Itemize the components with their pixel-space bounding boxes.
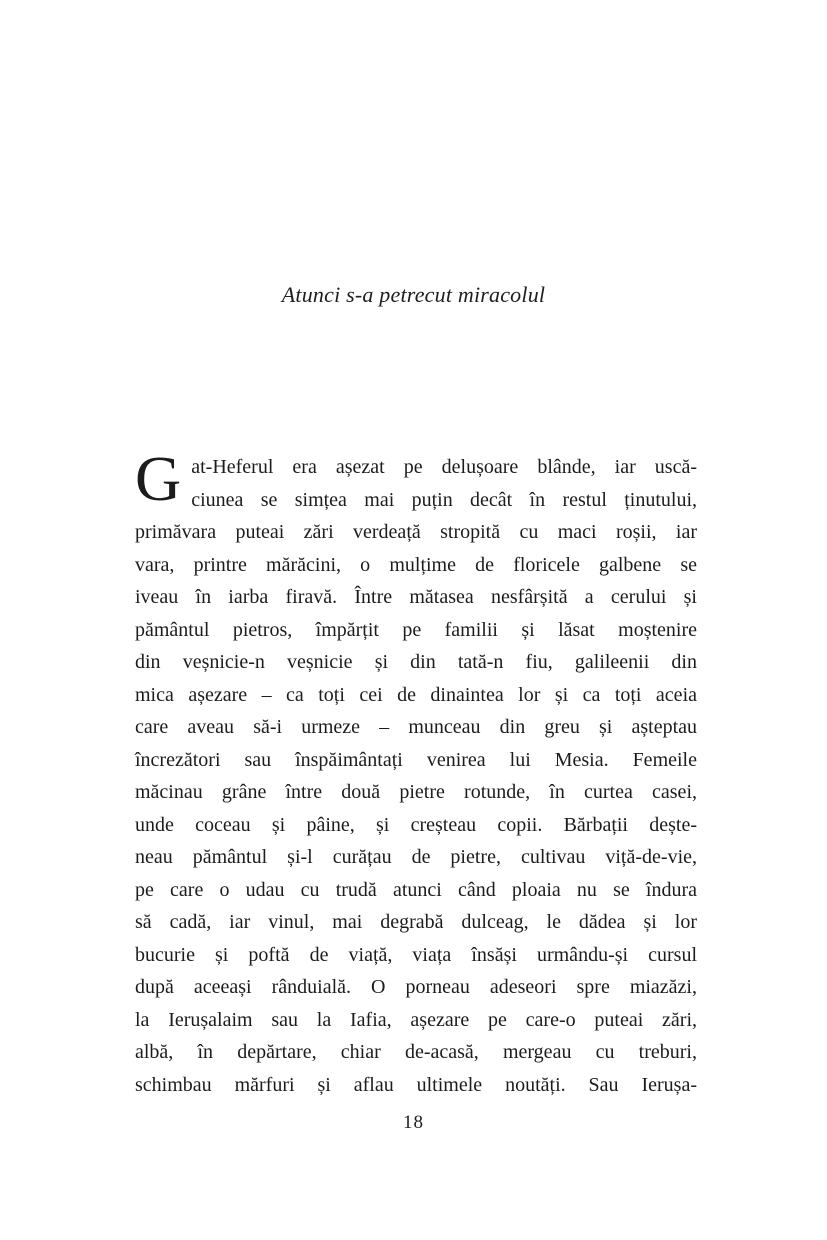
body-line: pe care o udau cu trudă atunci când ploaia nu se îndura xyxy=(135,878,697,901)
body-line: pământul pietros, împărțit pe familii și lăsat moștenire xyxy=(135,618,697,641)
body-line: schimbau mărfuri și aflau ultimele noutăți. Sau Ierușa- xyxy=(135,1073,697,1096)
drop-cap: G xyxy=(135,443,182,514)
body-line: ciunea se simțea mai puțin decât în restul ținutului, xyxy=(191,488,697,511)
body-line: vara, printre mărăcini, o mulțime de floricele galbene se xyxy=(135,553,697,576)
body-line: care aveau să-i urmeze – munceau din greu și așteptau xyxy=(135,716,697,738)
body-line: măcinau grâne între două pietre rotunde, în curtea casei, xyxy=(135,781,697,803)
body-line: după aceeași rânduială. O porneau adeseori spre miazăzi, xyxy=(135,976,697,998)
body-line: să cadă, iar vinul, mai degrabă dulceag, le dădea și lor xyxy=(135,911,697,933)
body-line: încrezători sau înspăimântați venirea lui Mesia. Femeile xyxy=(135,748,697,771)
body-line: neau pământul și-l curățau de pietre, cultivau viță-de-vie, xyxy=(135,846,697,868)
body-line: din veșnicie-n veșnicie și din tată-n fiu, galileenii din xyxy=(135,651,697,673)
body-line: bucurie și poftă de viață, viața însăși urmându-și cursul xyxy=(135,943,697,966)
body-line: primăvara puteai zări verdeață stropită cu maci roșii, iar xyxy=(135,521,697,543)
body-lines xyxy=(135,443,697,1101)
chapter-title: Atunci s-a petrecut miracolul xyxy=(281,282,546,307)
body-line: unde coceau și pâine, și creșteau copii. Bărbații dește- xyxy=(135,813,697,836)
body-line: albă, în depărtare, chiar de-acasă, mergeau cu treburi, xyxy=(135,1041,697,1063)
body-text xyxy=(135,443,697,1101)
body-line: at-Heferul era așezat pe delușoare blânde, iar uscă- xyxy=(191,456,697,478)
page-number: 18 xyxy=(403,1112,424,1133)
body-line: iveau în iarba firavă. Între mătasea nesfârșită a cerului și xyxy=(135,586,697,608)
body-line: mica așezare – ca toți cei de dinaintea lor și ca toți aceia xyxy=(135,683,697,706)
body-line: la Ierușalaim sau la Iafia, așezare pe care-o puteai zări, xyxy=(135,1008,697,1031)
